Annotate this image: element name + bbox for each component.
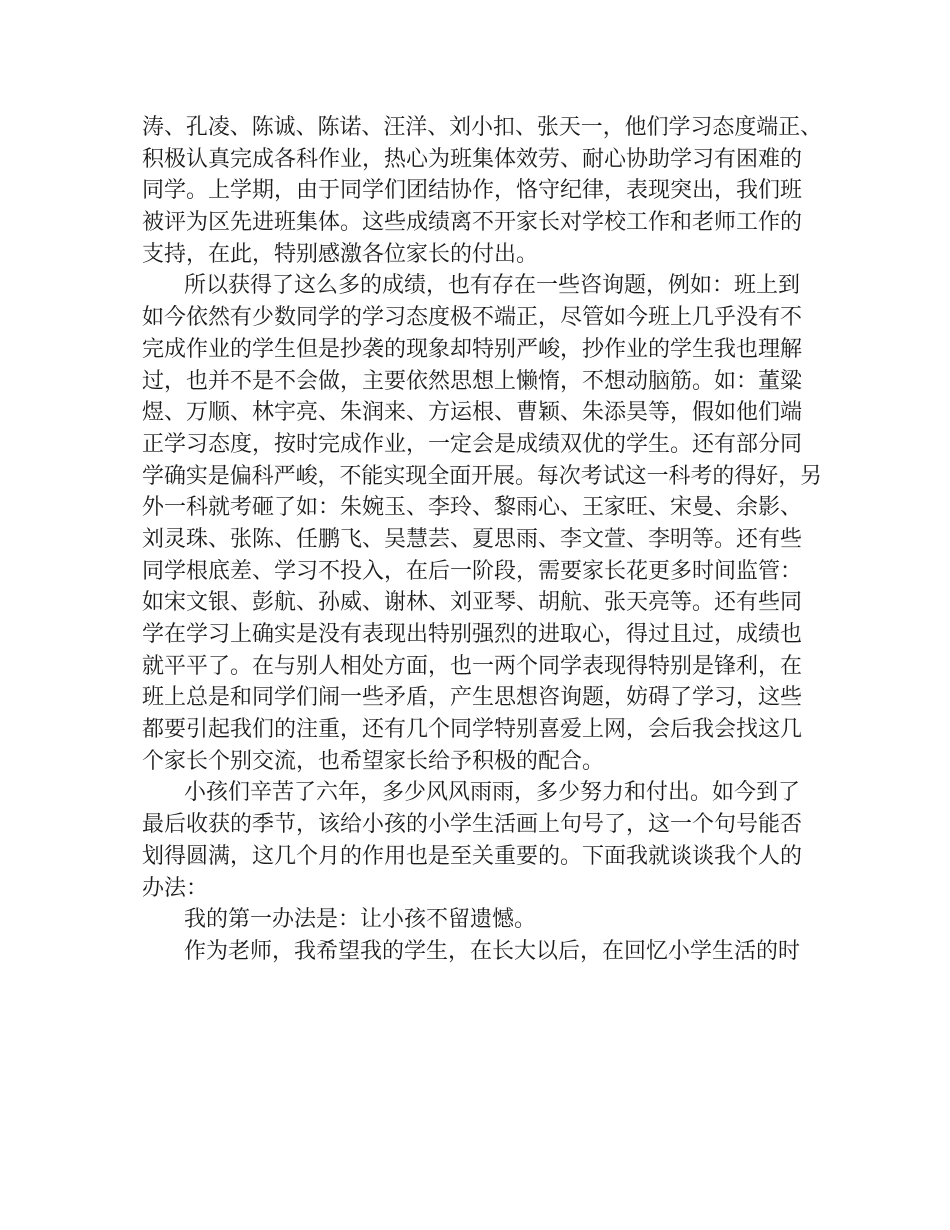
text-line: 正学习态度，按时完成作业，一定会是成绩双优的学生。还有部分同 xyxy=(142,431,803,457)
text-line: 同学根底差、学习不投入，在后一阶段，需要家长花更多时间监管： xyxy=(142,558,803,584)
text-line: 学确实是偏科严峻，不能实现全面开展。每次考试这一科考的得好，另 xyxy=(142,463,823,489)
text-line: 作为老师，我希望我的学生，在长大以后，在回忆小学生活的时 xyxy=(184,938,801,964)
text-line: 办法： xyxy=(142,875,209,901)
text-line: 刘灵珠、张陈、任鹏飞、吴慧芸、夏思雨、李文萱、李明等。还有些 xyxy=(142,526,803,552)
text-line: 支持，在此，特别感激各位家长的付出。 xyxy=(142,241,539,267)
text-line: 都要引起我们的注重，还有几个同学特别喜爱上网，会后我会找这几 xyxy=(142,717,803,743)
text-line: 如今依然有少数同学的学习态度极不端正，尽管如今班上几乎没有不 xyxy=(142,305,803,331)
text-line: 涛、孔凌、陈诚、陈诺、汪洋、刘小扣、张天一，他们学习态度端正、 xyxy=(142,115,823,140)
text-line: 最后收获的季节，该给小孩的小学生活画上句号了，这一个句号能否 xyxy=(142,812,803,838)
text-line: 外一科就考砸了如：朱婉玉、李玲、黎雨心、王家旺、宋曼、余影、 xyxy=(142,495,803,521)
text-line: 个家长个别交流，也希望家长给予积极的配合。 xyxy=(142,748,605,774)
text-line: 就平平了。在与别人相处方面，也一两个同学表现得特别是锋利，在 xyxy=(142,653,803,679)
text-line: 所以获得了这么多的成绩，也有存在一些咨询题，例如：班上到 xyxy=(184,273,801,299)
text-line: 完成作业的学生但是抄袭的现象却特别严峻，抄作业的学生我也理解 xyxy=(142,336,803,362)
text-line: 我的第一办法是：让小孩不留遗憾。 xyxy=(184,907,537,933)
text-line: 划得圆满，这几个月的作用也是至关重要的。下面我就谈谈我个人的 xyxy=(142,843,803,869)
text-line: 学在学习上确实是没有表现出特别强烈的进取心，得过且过，成绩也 xyxy=(142,622,803,647)
text-line: 过，也并不是不会做，主要依然思想上懒惰，不想动脑筋。如：董粱 xyxy=(142,368,803,394)
text-line: 班上总是和同学们闹一些矛盾，产生思想咨询题，妨碍了学习，这些 xyxy=(142,685,803,711)
text-line: 被评为区先进班集体。这些成绩离不开家长对学校工作和老师工作的 xyxy=(142,210,803,236)
text-line: 煜、万顺、林宇亮、朱润来、方运根、曹颖、朱添昊等，假如他们端 xyxy=(142,400,803,426)
text-line: 小孩们辛苦了六年，多少风风雨雨，多少努力和付出。如今到了 xyxy=(184,780,801,806)
text-line: 同学。上学期，由于同学们团结协作，恪守纪律，表现突出，我们班 xyxy=(142,178,803,204)
document-body xyxy=(142,112,822,968)
text-line: 积极认真完成各科作业，热心为班集体效劳、耐心协助学习有困难的 xyxy=(142,146,803,172)
text-line: 如宋文银、彭航、孙威、谢林、刘亚琴、胡航、张天亮等。还有些同 xyxy=(142,590,803,616)
